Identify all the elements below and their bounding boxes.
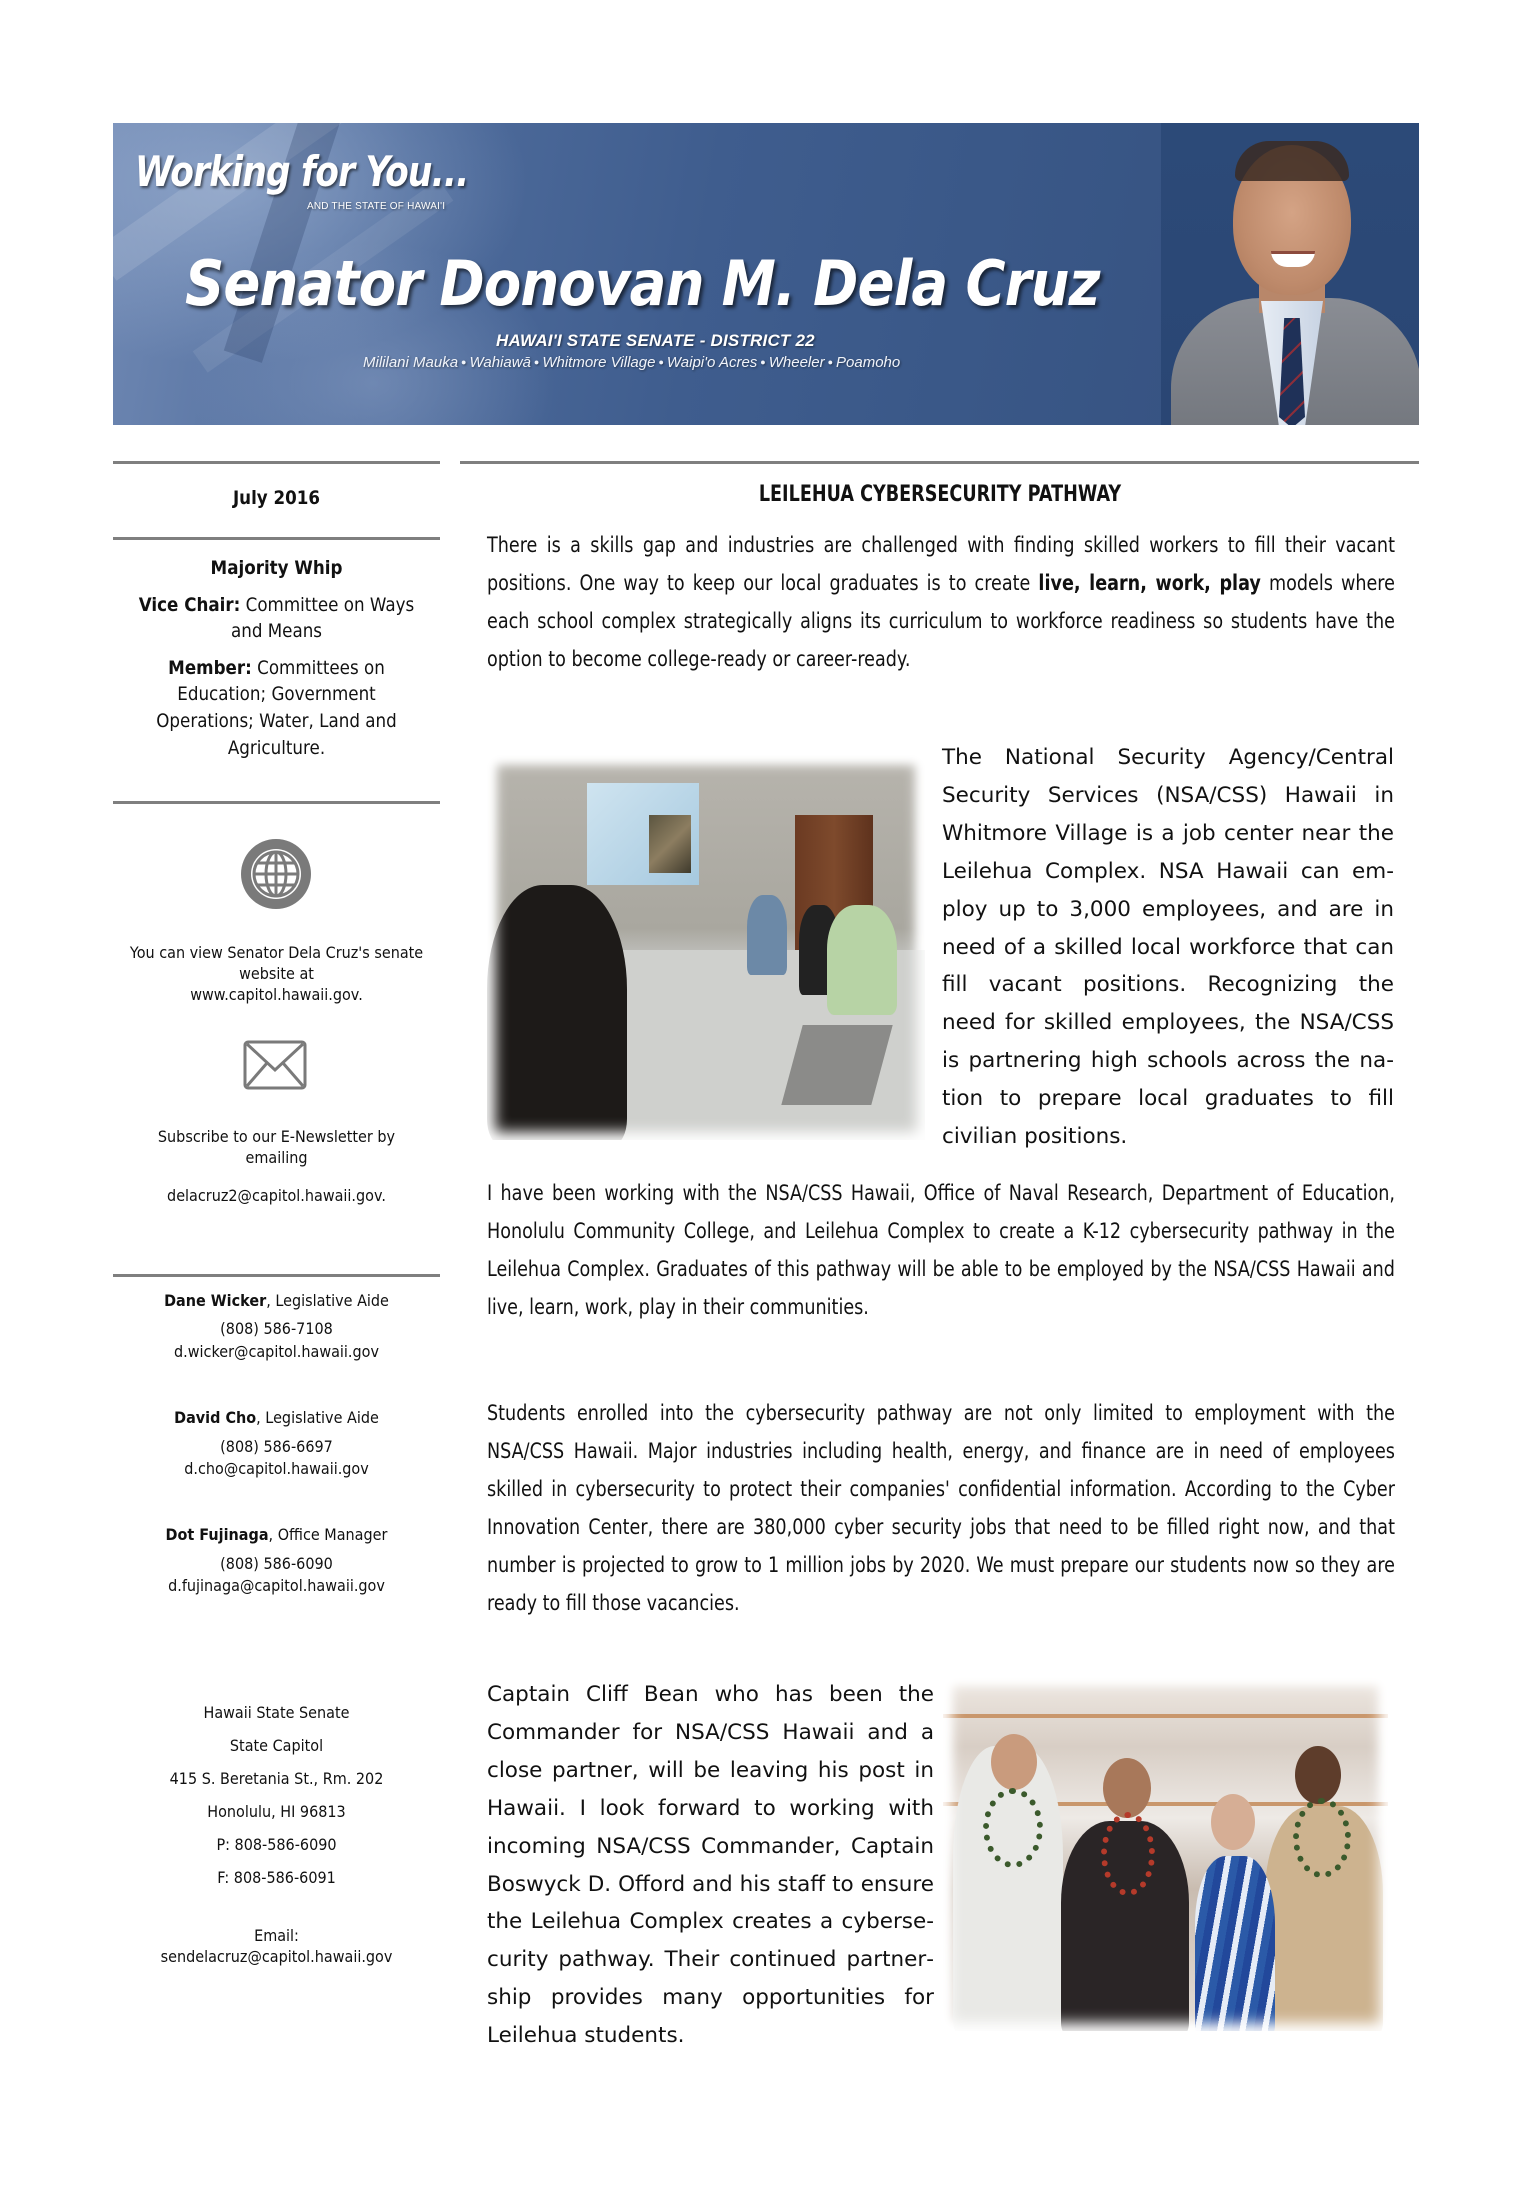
divider: [113, 1274, 440, 1277]
globe-icon: [238, 836, 314, 912]
article-paragraph: The National Security Agency/Central Security Services (NSA/CSS) Hawaii in Whitmore Village is a job center near the Leilehua Complex. NSA Hawaii can employ up to 3,000 employees, and are in need of a skilled local workforce that can fill vacant positions. Recognizing the need for skilled employees, the NSA/CSS is partnering high schools across the nation to prepare local graduates to fill civilian positions.: [942, 745, 1394, 1150]
vice-chair-role: [133, 592, 421, 645]
member-label: Member:: [168, 656, 252, 679]
divider: [113, 537, 440, 540]
majority-whip-label: Majority Whip: [210, 557, 343, 579]
bullet-icon: ●: [461, 357, 467, 367]
office-address: [129, 1705, 423, 1968]
staff-phone: (808) 586-6697: [220, 1436, 333, 1456]
website-info: [129, 943, 423, 1005]
balcony-rail: [943, 1714, 1388, 1718]
district-areas: [363, 354, 900, 371]
area-item: Waipi'o Acres: [666, 354, 758, 371]
address-line: Hawaii State Senate: [203, 1703, 350, 1722]
paragraph-text: There is a skills gap and industries are challenged with finding skilled workers to fill their vacant positions. One way to keep our local graduates is to create: [487, 533, 1395, 596]
bullet-icon: ●: [760, 357, 766, 367]
newsletter-email-link[interactable]: delacruz2@capitol.hawaii.gov.: [167, 1186, 386, 1205]
address-line: Honolulu, HI 96813: [207, 1802, 346, 1821]
staff-role: , Legislative Aide: [256, 1408, 379, 1428]
website-text: You can view Senator Dela Cruz's senate website at: [129, 943, 424, 983]
divider: [113, 801, 440, 804]
address-line: 415 S. Beretania St., Rm. 202: [169, 1769, 384, 1788]
article-paragraph: Students enrolled into the cybersecurity pathway are not only limited to employment with the NSA/CSS Hawaii. Major industries including health, energy, and finance are in need of employees skilled in cybersecurity to protect their companies' confidential information. According to the Cyber Innovation Center, there are 380,000 cyber security jobs that need to be filled right now, and that number is projected to grow to 1 million jobs by 2020. We must prepare our students now so they are ready to fill those vacancies.: [487, 1401, 1395, 1616]
person-blue-dress: [1195, 1856, 1275, 2031]
divider: [113, 461, 440, 464]
role-title: [133, 555, 421, 582]
divider: [460, 461, 1419, 464]
staff-email-link[interactable]: d.wicker@capitol.hawaii.gov: [174, 1341, 379, 1361]
area-item: Wahiawā: [469, 354, 531, 371]
area-item: Mililani Mauka: [363, 354, 459, 371]
member-role: [133, 655, 421, 761]
staff-name: Dane Wicker: [164, 1291, 267, 1310]
address-line: State Capitol: [229, 1736, 324, 1755]
bullet-icon: ●: [533, 357, 540, 367]
group-photo: [943, 1676, 1388, 2031]
bullet-icon: ●: [658, 357, 664, 367]
senator-portrait: [1161, 123, 1419, 425]
staff-email-link[interactable]: d.cho@capitol.hawaii.gov: [184, 1458, 369, 1478]
staff-directory: [129, 1290, 423, 1642]
staff-name-line: [129, 1407, 423, 1429]
staff-name: David Cho: [174, 1408, 257, 1428]
meeting-photo: [487, 755, 925, 1140]
article-paragraph: Captain Cliff Bean who has been the Commander for NSA/CSS Hawaii and a close partner, will be leaving his post in Hawaii. I look forward to working with incoming NSA/CSS Commander, Captain Boswyck D. Offord and his staff to ensure the Leilehua Complex creates a cybersecurity pathway. Their continued partnership provides many opportunities for Leilehua students.: [487, 1682, 934, 2049]
area-item: Whitmore Village: [542, 354, 656, 371]
article-paragraph: [487, 527, 1395, 679]
lei: [1101, 1812, 1155, 1896]
attendee: [747, 895, 787, 975]
staff-email-link[interactable]: d.fujinaga@capitol.hawaii.gov: [168, 1576, 385, 1596]
issue-date: July 2016: [232, 487, 321, 509]
article-paragraph: I have been working with the NSA/CSS Hawaii, Office of Naval Research, Department of Education, Honolulu Community College, and Leilehua Complex to create a K-12 cybersecurity pathway in the Leilehua Complex. Graduates of this pathway will be able to be employed by the NSA/CSS Hawaii and live, learn, work, play in their communities.: [487, 1181, 1395, 1320]
office-phone: P: 808-586-6090: [216, 1835, 337, 1854]
district-label: HAWAI'I STATE SENATE - DISTRICT 22: [496, 331, 815, 350]
envelope-icon: [243, 1040, 307, 1090]
paragraph-text: models where each school complex strategically aligns its curriculum to workforce readiness so students have the option to become college-ready or career-ready.: [487, 571, 1395, 672]
senator-name: Senator Donovan M. Dela Cruz: [185, 247, 1100, 320]
vice-chair-value: Committee on Ways and Means: [230, 593, 415, 643]
staff-name-line: [129, 1290, 423, 1312]
office-email-label: Email:: [254, 1926, 299, 1945]
paragraph-emphasis: live, learn, work, play: [1038, 571, 1261, 596]
staff-phone: (808) 586-7108: [220, 1319, 333, 1339]
staff-name: Dot Fujinaga: [165, 1525, 269, 1545]
office-email-link[interactable]: sendelacruz@capitol.hawaii.gov: [160, 1946, 393, 1966]
header-banner: [113, 123, 1419, 425]
staff-phone: (808) 586-6090: [220, 1553, 333, 1573]
staff-entry: [129, 1407, 423, 1480]
newsletter-text: Subscribe to our E-Newsletter by emailing: [157, 1127, 396, 1167]
staff-entry: [129, 1290, 423, 1363]
banner-tagline-sub: AND THE STATE OF HAWAI'I: [307, 201, 446, 212]
person-head: [1103, 1758, 1151, 1818]
article-headline: LEILEHUA CYBERSECURITY PATHWAY: [758, 482, 1122, 507]
person-head: [991, 1734, 1037, 1790]
portrait-hair: [1235, 141, 1349, 181]
member-value: Committees on Education; Government Operations; Water, Land and Agriculture.: [156, 656, 397, 759]
staff-role: , Office Manager: [268, 1525, 388, 1545]
person-head: [1211, 1794, 1255, 1850]
lei: [1293, 1798, 1351, 1878]
staff-name-line: [129, 1524, 423, 1546]
bullet-icon: ●: [827, 357, 834, 367]
lei: [983, 1788, 1043, 1868]
projector-image: [649, 815, 691, 873]
staff-entry: [129, 1524, 423, 1597]
attendee: [827, 905, 897, 1015]
website-link[interactable]: www.capitol.hawaii.gov.: [190, 984, 363, 1004]
vice-chair-label: Vice Chair:: [138, 593, 241, 616]
office-fax: F: 808-586-6091: [217, 1868, 336, 1887]
area-item: Poamoho: [836, 354, 901, 371]
staff-role: , Legislative Aide: [266, 1291, 389, 1310]
attendee: [487, 885, 627, 1140]
senator-roles: [113, 555, 440, 771]
banner-tagline: Working for You...: [135, 147, 469, 196]
person-head: [1295, 1746, 1341, 1804]
area-item: Wheeler: [768, 354, 825, 371]
